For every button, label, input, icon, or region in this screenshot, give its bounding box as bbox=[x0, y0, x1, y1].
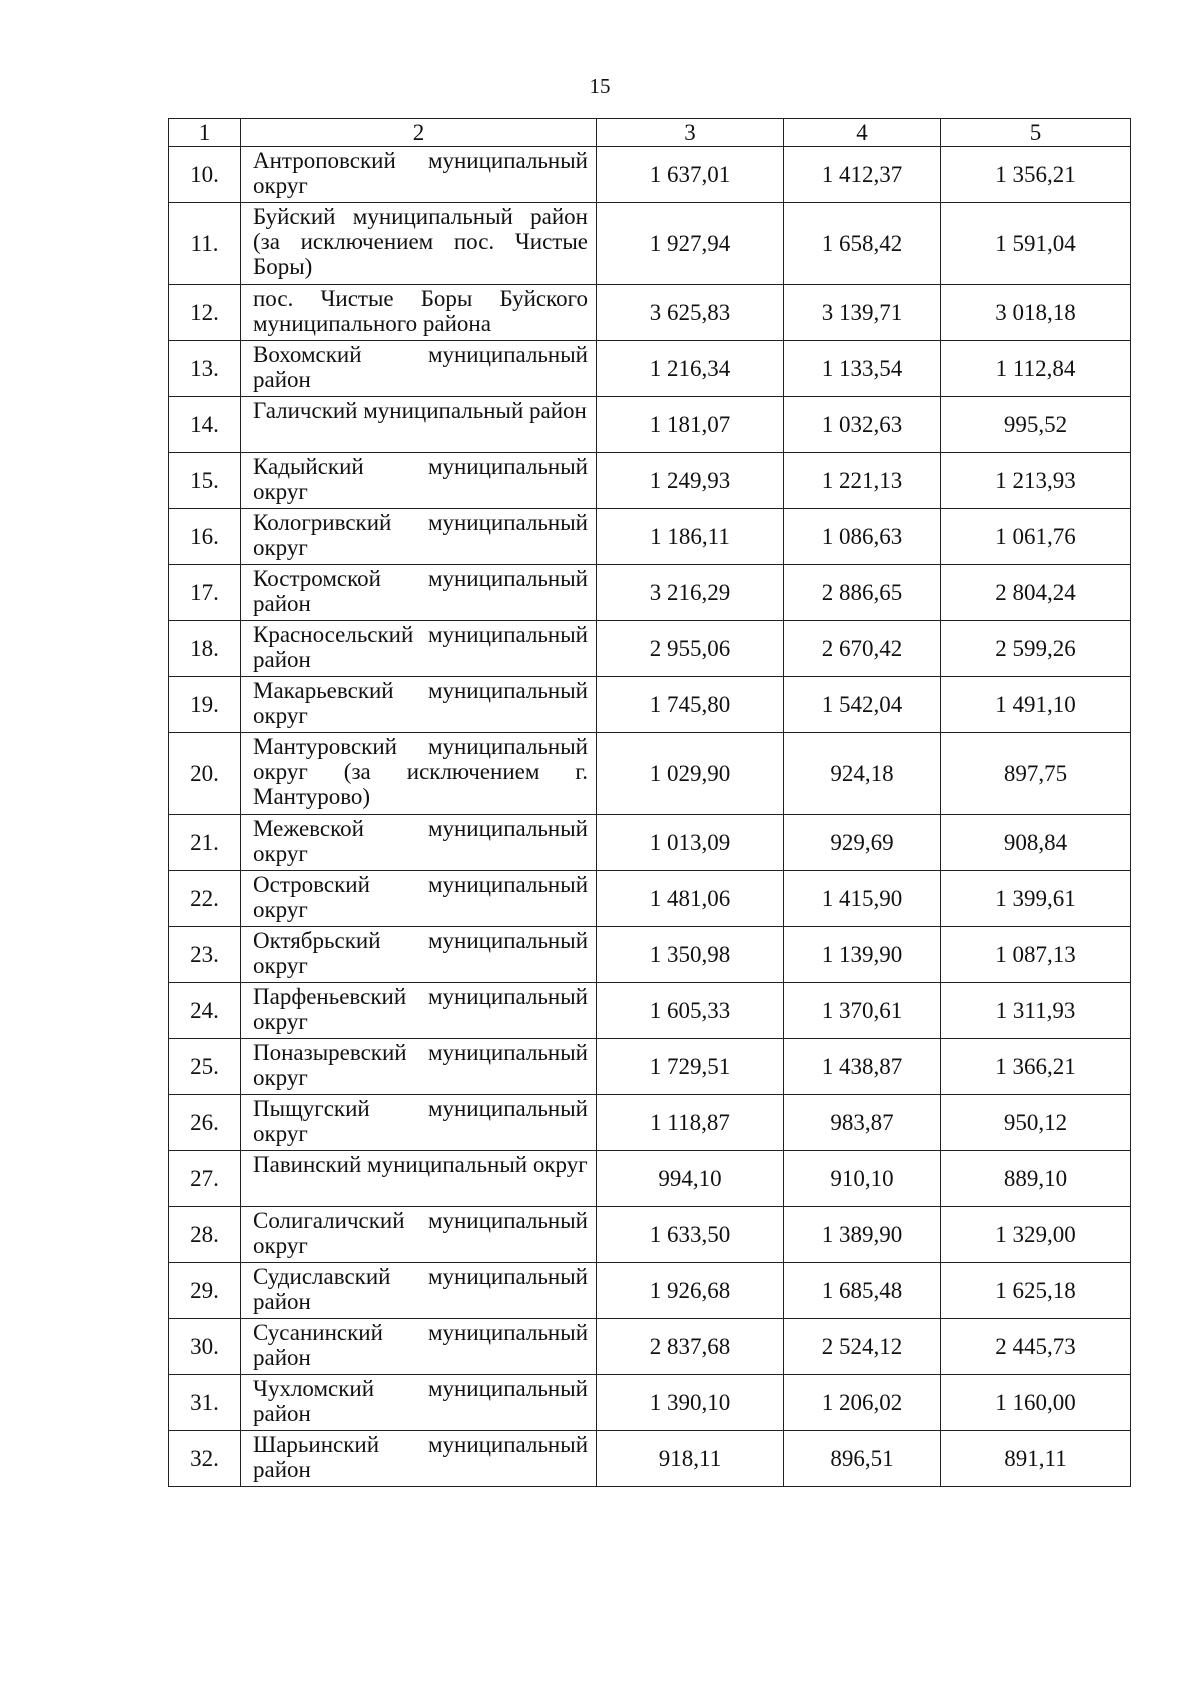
value-col-3: 1 927,94 bbox=[597, 203, 784, 285]
value-col-4: 1 221,13 bbox=[784, 453, 941, 509]
table-row bbox=[169, 1431, 1131, 1487]
row-number: 17. bbox=[169, 565, 241, 621]
municipality-name: Красносельский муниципальный район bbox=[241, 621, 597, 677]
value-col-3: 3 216,29 bbox=[597, 565, 784, 621]
municipality-name: Сусанинский муниципальный район bbox=[241, 1319, 597, 1375]
municipality-name: Кологривский муниципальный округ bbox=[241, 509, 597, 565]
row-number: 22. bbox=[169, 871, 241, 927]
municipality-name: Островский муниципальный округ bbox=[241, 871, 597, 927]
table-row bbox=[169, 1375, 1131, 1431]
municipality-name: Макарьевский муниципальный округ bbox=[241, 677, 597, 733]
table-row bbox=[169, 621, 1131, 677]
table-row bbox=[169, 285, 1131, 341]
value-col-4: 896,51 bbox=[784, 1431, 941, 1487]
value-col-3: 1 605,33 bbox=[597, 983, 784, 1039]
value-col-5: 889,10 bbox=[941, 1151, 1131, 1207]
value-col-5: 3 018,18 bbox=[941, 285, 1131, 341]
value-col-3: 1 481,06 bbox=[597, 871, 784, 927]
data-table bbox=[168, 118, 1131, 1487]
table-row bbox=[169, 1151, 1131, 1207]
value-col-3: 1 216,34 bbox=[597, 341, 784, 397]
row-number: 16. bbox=[169, 509, 241, 565]
value-col-5: 2 599,26 bbox=[941, 621, 1131, 677]
row-number: 20. bbox=[169, 733, 241, 815]
value-col-3: 1 350,98 bbox=[597, 927, 784, 983]
row-number: 12. bbox=[169, 285, 241, 341]
value-col-4: 2 670,42 bbox=[784, 621, 941, 677]
table-row bbox=[169, 147, 1131, 203]
value-col-3: 1 249,93 bbox=[597, 453, 784, 509]
row-number: 19. bbox=[169, 677, 241, 733]
value-col-4: 1 415,90 bbox=[784, 871, 941, 927]
value-col-5: 908,84 bbox=[941, 815, 1131, 871]
value-col-5: 950,12 bbox=[941, 1095, 1131, 1151]
municipality-name: Солигаличский муниципальный округ bbox=[241, 1207, 597, 1263]
value-col-3: 2 837,68 bbox=[597, 1319, 784, 1375]
value-col-4: 1 412,37 bbox=[784, 147, 941, 203]
table-row bbox=[169, 453, 1131, 509]
municipality-name: Павинский муниципальный округ bbox=[241, 1151, 597, 1207]
column-header: 1 bbox=[169, 119, 241, 147]
column-header: 3 bbox=[597, 119, 784, 147]
row-number: 13. bbox=[169, 341, 241, 397]
value-col-3: 1 926,68 bbox=[597, 1263, 784, 1319]
value-col-4: 1 658,42 bbox=[784, 203, 941, 285]
municipality-name: Парфеньевский муниципальный округ bbox=[241, 983, 597, 1039]
table-row bbox=[169, 1319, 1131, 1375]
value-col-5: 1 491,10 bbox=[941, 677, 1131, 733]
row-number: 21. bbox=[169, 815, 241, 871]
table-row bbox=[169, 677, 1131, 733]
row-number: 24. bbox=[169, 983, 241, 1039]
row-number: 27. bbox=[169, 1151, 241, 1207]
value-col-5: 1 112,84 bbox=[941, 341, 1131, 397]
value-col-3: 3 625,83 bbox=[597, 285, 784, 341]
municipality-name: Судиславский муниципальный район bbox=[241, 1263, 597, 1319]
value-col-3: 1 729,51 bbox=[597, 1039, 784, 1095]
table-row bbox=[169, 927, 1131, 983]
table-row bbox=[169, 397, 1131, 453]
municipality-name: Кадыйский муниципальный округ bbox=[241, 453, 597, 509]
municipality-name: Костромской муниципальный район bbox=[241, 565, 597, 621]
value-col-4: 983,87 bbox=[784, 1095, 941, 1151]
municipality-name: Мантуровский муниципальный округ (за исключением г. Мантурово) bbox=[241, 733, 597, 815]
value-col-4: 1 206,02 bbox=[784, 1375, 941, 1431]
municipality-name: Галичский муниципальный район bbox=[241, 397, 597, 453]
table-row bbox=[169, 1263, 1131, 1319]
municipality-name: Чухломский муниципальный район bbox=[241, 1375, 597, 1431]
value-col-5: 2 445,73 bbox=[941, 1319, 1131, 1375]
value-col-4: 1 133,54 bbox=[784, 341, 941, 397]
value-col-4: 924,18 bbox=[784, 733, 941, 815]
municipality-name: Вохомский муниципальный район bbox=[241, 341, 597, 397]
column-header: 5 bbox=[941, 119, 1131, 147]
table-row bbox=[169, 1039, 1131, 1095]
value-col-5: 1 311,93 bbox=[941, 983, 1131, 1039]
page-number: 15 bbox=[589, 74, 611, 98]
municipality-name: Октябрьский муниципальный округ bbox=[241, 927, 597, 983]
row-number: 25. bbox=[169, 1039, 241, 1095]
value-col-3: 1 390,10 bbox=[597, 1375, 784, 1431]
table-body bbox=[169, 119, 1131, 1487]
value-col-3: 918,11 bbox=[597, 1431, 784, 1487]
value-col-4: 3 139,71 bbox=[784, 285, 941, 341]
municipality-name: Буйский муниципальный район (за исключением пос. Чистые Боры) bbox=[241, 203, 597, 285]
value-col-3: 1 637,01 bbox=[597, 147, 784, 203]
value-col-3: 1 013,09 bbox=[597, 815, 784, 871]
value-col-5: 1 213,93 bbox=[941, 453, 1131, 509]
row-number: 18. bbox=[169, 621, 241, 677]
row-number: 30. bbox=[169, 1319, 241, 1375]
table-row bbox=[169, 733, 1131, 815]
value-col-5: 1 329,00 bbox=[941, 1207, 1131, 1263]
table-row bbox=[169, 871, 1131, 927]
table-row bbox=[169, 341, 1131, 397]
row-number: 31. bbox=[169, 1375, 241, 1431]
value-col-5: 1 625,18 bbox=[941, 1263, 1131, 1319]
value-col-3: 1 633,50 bbox=[597, 1207, 784, 1263]
table-row bbox=[169, 1095, 1131, 1151]
value-col-4: 1 370,61 bbox=[784, 983, 941, 1039]
value-col-5: 995,52 bbox=[941, 397, 1131, 453]
value-col-4: 1 389,90 bbox=[784, 1207, 941, 1263]
value-col-4: 1 032,63 bbox=[784, 397, 941, 453]
value-col-3: 1 745,80 bbox=[597, 677, 784, 733]
table-row bbox=[169, 203, 1131, 285]
value-col-5: 1 399,61 bbox=[941, 871, 1131, 927]
row-number: 26. bbox=[169, 1095, 241, 1151]
municipality-name: Поназыревский муниципальный округ bbox=[241, 1039, 597, 1095]
value-col-4: 1 139,90 bbox=[784, 927, 941, 983]
column-header: 4 bbox=[784, 119, 941, 147]
value-col-4: 929,69 bbox=[784, 815, 941, 871]
table-row bbox=[169, 509, 1131, 565]
row-number: 15. bbox=[169, 453, 241, 509]
value-col-4: 2 886,65 bbox=[784, 565, 941, 621]
table-header-row bbox=[169, 119, 1131, 147]
value-col-4: 1 685,48 bbox=[784, 1263, 941, 1319]
table-row bbox=[169, 983, 1131, 1039]
value-col-5: 1 061,76 bbox=[941, 509, 1131, 565]
municipality-name: Шарьинский муниципальный район bbox=[241, 1431, 597, 1487]
row-number: 28. bbox=[169, 1207, 241, 1263]
municipality-name: Антроповский муниципальный округ bbox=[241, 147, 597, 203]
value-col-5: 891,11 bbox=[941, 1431, 1131, 1487]
value-col-5: 1 366,21 bbox=[941, 1039, 1131, 1095]
row-number: 29. bbox=[169, 1263, 241, 1319]
table-row bbox=[169, 1207, 1131, 1263]
value-col-3: 994,10 bbox=[597, 1151, 784, 1207]
value-col-3: 1 186,11 bbox=[597, 509, 784, 565]
value-col-5: 1 087,13 bbox=[941, 927, 1131, 983]
row-number: 10. bbox=[169, 147, 241, 203]
value-col-4: 1 438,87 bbox=[784, 1039, 941, 1095]
row-number: 23. bbox=[169, 927, 241, 983]
municipality-name: Пыщугский муниципальный округ bbox=[241, 1095, 597, 1151]
value-col-4: 910,10 bbox=[784, 1151, 941, 1207]
value-col-5: 897,75 bbox=[941, 733, 1131, 815]
value-col-5: 1 356,21 bbox=[941, 147, 1131, 203]
table-row bbox=[169, 815, 1131, 871]
value-col-5: 1 160,00 bbox=[941, 1375, 1131, 1431]
value-col-5: 1 591,04 bbox=[941, 203, 1131, 285]
municipality-name: Межевской муниципальный округ bbox=[241, 815, 597, 871]
value-col-3: 1 118,87 bbox=[597, 1095, 784, 1151]
value-col-5: 2 804,24 bbox=[941, 565, 1131, 621]
row-number: 14. bbox=[169, 397, 241, 453]
value-col-4: 1 542,04 bbox=[784, 677, 941, 733]
table-row bbox=[169, 565, 1131, 621]
value-col-3: 2 955,06 bbox=[597, 621, 784, 677]
row-number: 11. bbox=[169, 203, 241, 285]
value-col-3: 1 181,07 bbox=[597, 397, 784, 453]
value-col-4: 1 086,63 bbox=[784, 509, 941, 565]
municipality-name: пос. Чистые Боры Буйского муниципального района bbox=[241, 285, 597, 341]
value-col-3: 1 029,90 bbox=[597, 733, 784, 815]
row-number: 32. bbox=[169, 1431, 241, 1487]
value-col-4: 2 524,12 bbox=[784, 1319, 941, 1375]
column-header: 2 bbox=[241, 119, 597, 147]
